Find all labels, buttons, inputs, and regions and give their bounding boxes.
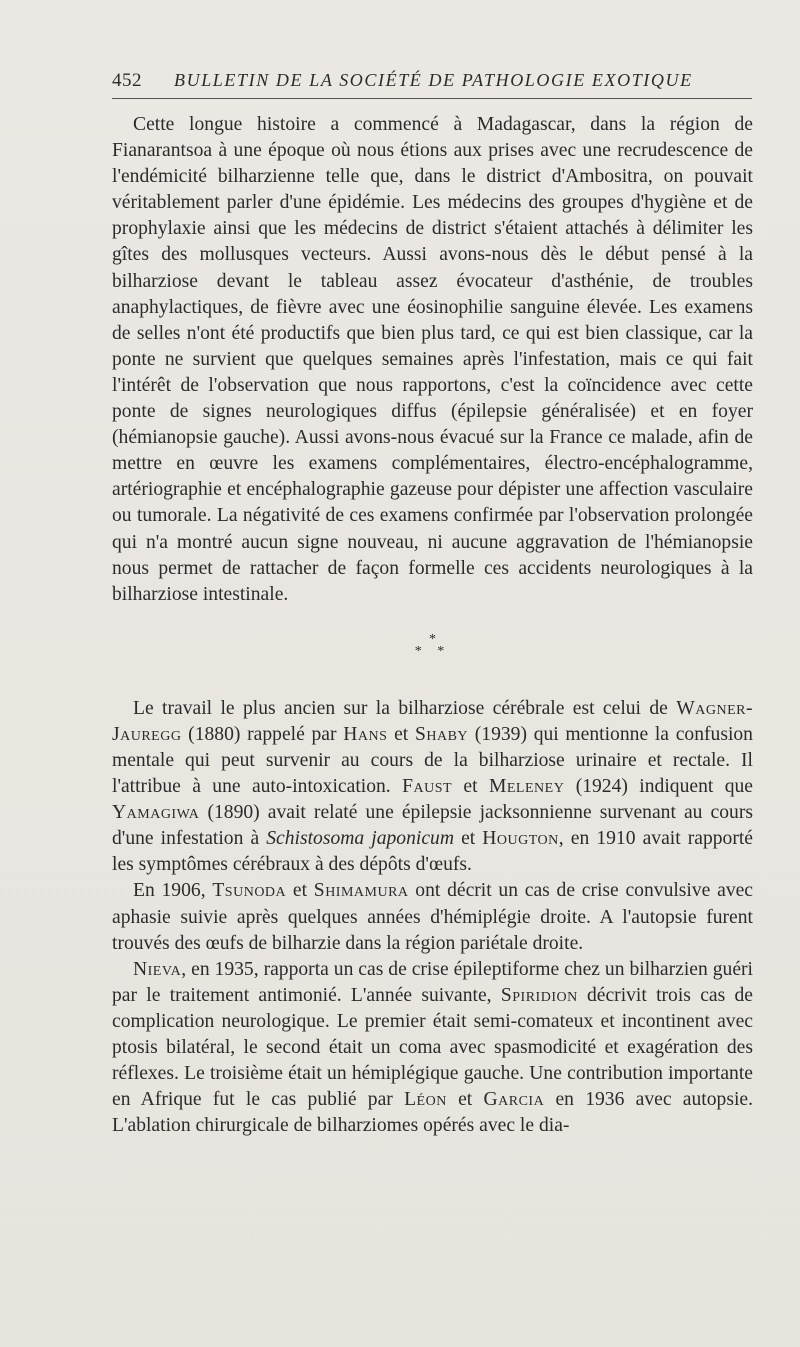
page-header xyxy=(112,68,752,99)
author-name: Shaby xyxy=(414,723,469,745)
running-title: BULLETIN DE LA SOCIÉTÉ DE PATHOLOGIE EXOTIQUE xyxy=(174,70,693,90)
author-name: Faust xyxy=(402,776,453,798)
species-name: Schistosoma japonicum xyxy=(266,828,454,850)
author-name: Hans xyxy=(343,723,388,745)
author-name: Wagner-Jauregg xyxy=(112,697,753,745)
text-run: et xyxy=(452,776,489,798)
paragraph-madagascar: Cette longue histoire a commencé à Madagascar, dans la région de Fianarantsoa à une époque où nous étions aux prises avec une recrudescence de l'endémicité bilharzienne telle que, dans le district d'Ambositra, on pouvait véritablement parler d'une épidémie. Les médecins des groupes d'hygiène et de prophylaxie ainsi que les médecins de district s'étaient attachés à délimiter les gîtes des mollusques vecteurs. Aussi avons-nous dès le début pensé à la bilharziose devant le tableau assez évocateur d'asthénie, de troubles anaphylactiques, de fièvre avec une éosinophilie sanguine élevée. Les examens de selles n'ont été productifs que bien plus tard, ce qui est bien classique, car la ponte ne survient que quelques semaines après l'infestation, mais ce qui fait l'intérêt de l'observation que nous rapportons, c'est la coïncidence avec cette ponte de signes neurologiques diffus (épilepsie généralisée) et en foyer (hémianopsie gauche). Aussi avons-nous évacué sur la France ce malade, afin de mettre en œuvre les examens complémentaires, électro-encéphalogramme, artériographie et encéphalographie gazeuse pour dépister une affection vasculaire ou tumorale. La négativité de ces examens confirmée par l'observation prolongée qui n'a montré aucun signe nouveau, ni aucune aggravation de l'hémianopsie nous permet de rattacher de façon formelle ces accidents neurologiques à la bilharziose intestinale. xyxy=(112,114,753,605)
text-run: et xyxy=(454,828,483,850)
text-run: , en 1910 avait rapporté les symptômes cérébraux à des dépôts d'œufs. xyxy=(112,828,754,876)
author-name: Yamagiwa xyxy=(112,802,200,824)
author-name: Hougton xyxy=(482,828,559,850)
text-run: En 1906, xyxy=(133,880,213,902)
paragraph-history xyxy=(112,696,753,879)
author-name: Nieva xyxy=(133,958,182,980)
text-run: décrivit trois cas de complication neurologique. Le premier était semi-comateux et incontinent avec ptosis bilatéral, le second était un coma avec spasmodicité et exagération des réflexes. Le troisième était un hémiplégique gauche. Une contribution importante en Afrique fut le cas publié par xyxy=(112,984,753,1111)
separator-stars-bottom: * * xyxy=(414,643,451,659)
text-run: , en 1935, rapporta un cas de crise épileptiforme chez un bilharzien guéri par le traitement antimonié. L'année suivante, xyxy=(112,958,753,1006)
text-run: (1939) qui mentionne la confusion mentale qui peut survenir au cours de la bilharziose urinaire et rectale. Il l'attribue à une auto-intoxication. xyxy=(112,723,753,798)
author-name: Tsunoda xyxy=(212,880,287,902)
text-run: et xyxy=(446,1089,484,1111)
page-number: 452 xyxy=(112,70,142,91)
text-run: ont décrit un cas de crise convulsive avec aphasie suivie après quelques années d'hémiplégie droite. A l'autopsie furent trouvés des œufs de bilharzie dans la région pariétale droite. xyxy=(112,880,754,954)
text-run: (1890) avait relaté une épilepsie jacksonnienne survenant au cours d'une infestation à xyxy=(112,802,753,850)
author-name: Spiridion xyxy=(500,984,578,1006)
separator-star-top: * xyxy=(429,631,436,647)
author-name: Meleney xyxy=(488,776,565,798)
author-name: Garcia xyxy=(483,1089,545,1111)
text-run: Le travail le plus ancien sur la bilharziose cérébrale est celui de xyxy=(133,697,677,719)
text-run: et xyxy=(286,880,314,902)
text-run: (1924) indiquent que xyxy=(564,776,753,798)
section-separator xyxy=(112,631,753,659)
text-run: et xyxy=(387,723,415,745)
text-run: en 1936 avec autopsie. L'ablation chirurgicale de bilharziomes opérés avec le dia- xyxy=(112,1089,753,1137)
text-run: (1880) rappelé par xyxy=(181,723,344,745)
author-name: Léon xyxy=(404,1089,447,1111)
author-name: Shimamura xyxy=(313,880,409,902)
paragraph-nieva xyxy=(112,957,753,1140)
paragraph-tsunoda xyxy=(112,878,753,956)
article-body xyxy=(112,112,753,1139)
